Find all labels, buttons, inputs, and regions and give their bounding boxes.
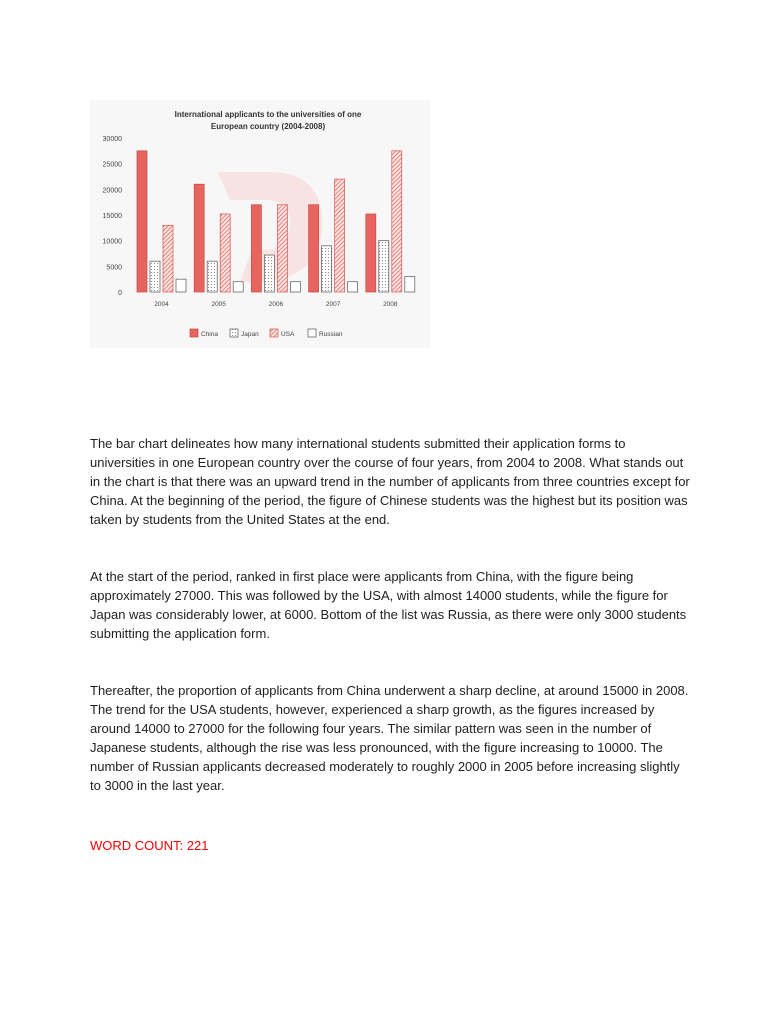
- essay-paragraph-3: Thereafter, the proportion of applicants from China underwent a sharp decline, at around 15000 in 2008. The trend for the USA students, however, experienced a sharp growth, as the figures increased by around 14000 to 27000 for the following four years. The similar pattern was seen in the number of Japanese students, although the rise was less pronounced, with the figure increasing to 10000. The number of Russian applicants decreased moderately to roughly 2000 in 2005 before increasing slightly to 3000 in the last year.: [90, 683, 689, 793]
- essay-paragraph-1: The bar chart delineates how many international students submitted their application forms to universities in one European country over the course of four years, from 2004 to 2008. What stands out in the chart is that there was an upward trend in the number of applicants from three countries except for China. At the beginning of the period, the figure of Chinese students was the highest but its position was taken by students from the United States at the end.: [90, 436, 690, 527]
- x-tick-label: 2007: [325, 301, 341, 308]
- bar-japan-2005: [207, 261, 217, 292]
- y-tick-label: 0: [118, 290, 122, 297]
- word-count: WORD COUNT: 221: [90, 838, 209, 853]
- bar-china-2008: [366, 214, 376, 292]
- legend-label-usa: USA: [281, 331, 295, 338]
- x-tick-label: 2005: [211, 301, 226, 308]
- legend: [190, 329, 343, 338]
- bar-usa-2004: [163, 225, 173, 292]
- y-tick-label: 10000: [102, 238, 122, 246]
- x-axis-ticks: [154, 301, 398, 308]
- chart-subtitle: European country (2004-2008): [210, 122, 326, 131]
- y-tick-label: 20000: [102, 187, 122, 195]
- bar-usa-2005: [220, 214, 230, 292]
- bar-usa-2006: [277, 205, 287, 292]
- bar-china-2004: [137, 151, 147, 292]
- bar-japan-2008: [379, 241, 389, 292]
- bar-russian-2006: [290, 282, 300, 292]
- legend-swatch-usa: [270, 329, 278, 337]
- bar-chart-figure: [90, 100, 430, 348]
- legend-label-russian: Russian: [319, 331, 343, 338]
- bar-usa-2007: [335, 179, 345, 292]
- y-tick-label: 25000: [102, 161, 122, 169]
- bar-usa-2008: [392, 151, 402, 292]
- bar-russian-2004: [176, 279, 186, 292]
- legend-label-china: China: [201, 331, 218, 338]
- bar-japan-2004: [150, 261, 160, 292]
- x-tick-label: 2008: [383, 301, 398, 308]
- bar-china-2005: [194, 184, 204, 292]
- bar-russian-2008: [405, 277, 415, 292]
- bar-japan-2007: [322, 246, 332, 292]
- chart-title: International applicants to the universities of one: [174, 110, 362, 119]
- bar-japan-2006: [264, 255, 274, 292]
- essay-paragraph-2: At the start of the period, ranked in first place were applicants from China, with the figure being approximately 27000. This was followed by the USA, with almost 14000 students, while the figure for Japan was considerably lower, at 6000. Bottom of the list was Russia, as there were only 3000 students submitting the application form.: [90, 569, 687, 641]
- legend-label-japan: Japan: [241, 331, 259, 338]
- bar-china-2006: [251, 205, 261, 292]
- legend-swatch-japan: [230, 329, 238, 337]
- bar-chart: [90, 100, 430, 348]
- y-tick-label: 5000: [106, 264, 122, 272]
- bar-russian-2007: [348, 282, 358, 292]
- legend-swatch-china: [190, 329, 198, 337]
- y-tick-label: 30000: [102, 136, 122, 143]
- x-tick-label: 2004: [154, 301, 169, 308]
- bar-china-2007: [309, 205, 319, 292]
- legend-swatch-russian: [308, 329, 316, 337]
- y-tick-label: 15000: [102, 213, 122, 220]
- y-axis-ticks: [103, 136, 123, 297]
- bar-russian-2005: [233, 282, 243, 292]
- x-tick-label: 2006: [268, 301, 284, 308]
